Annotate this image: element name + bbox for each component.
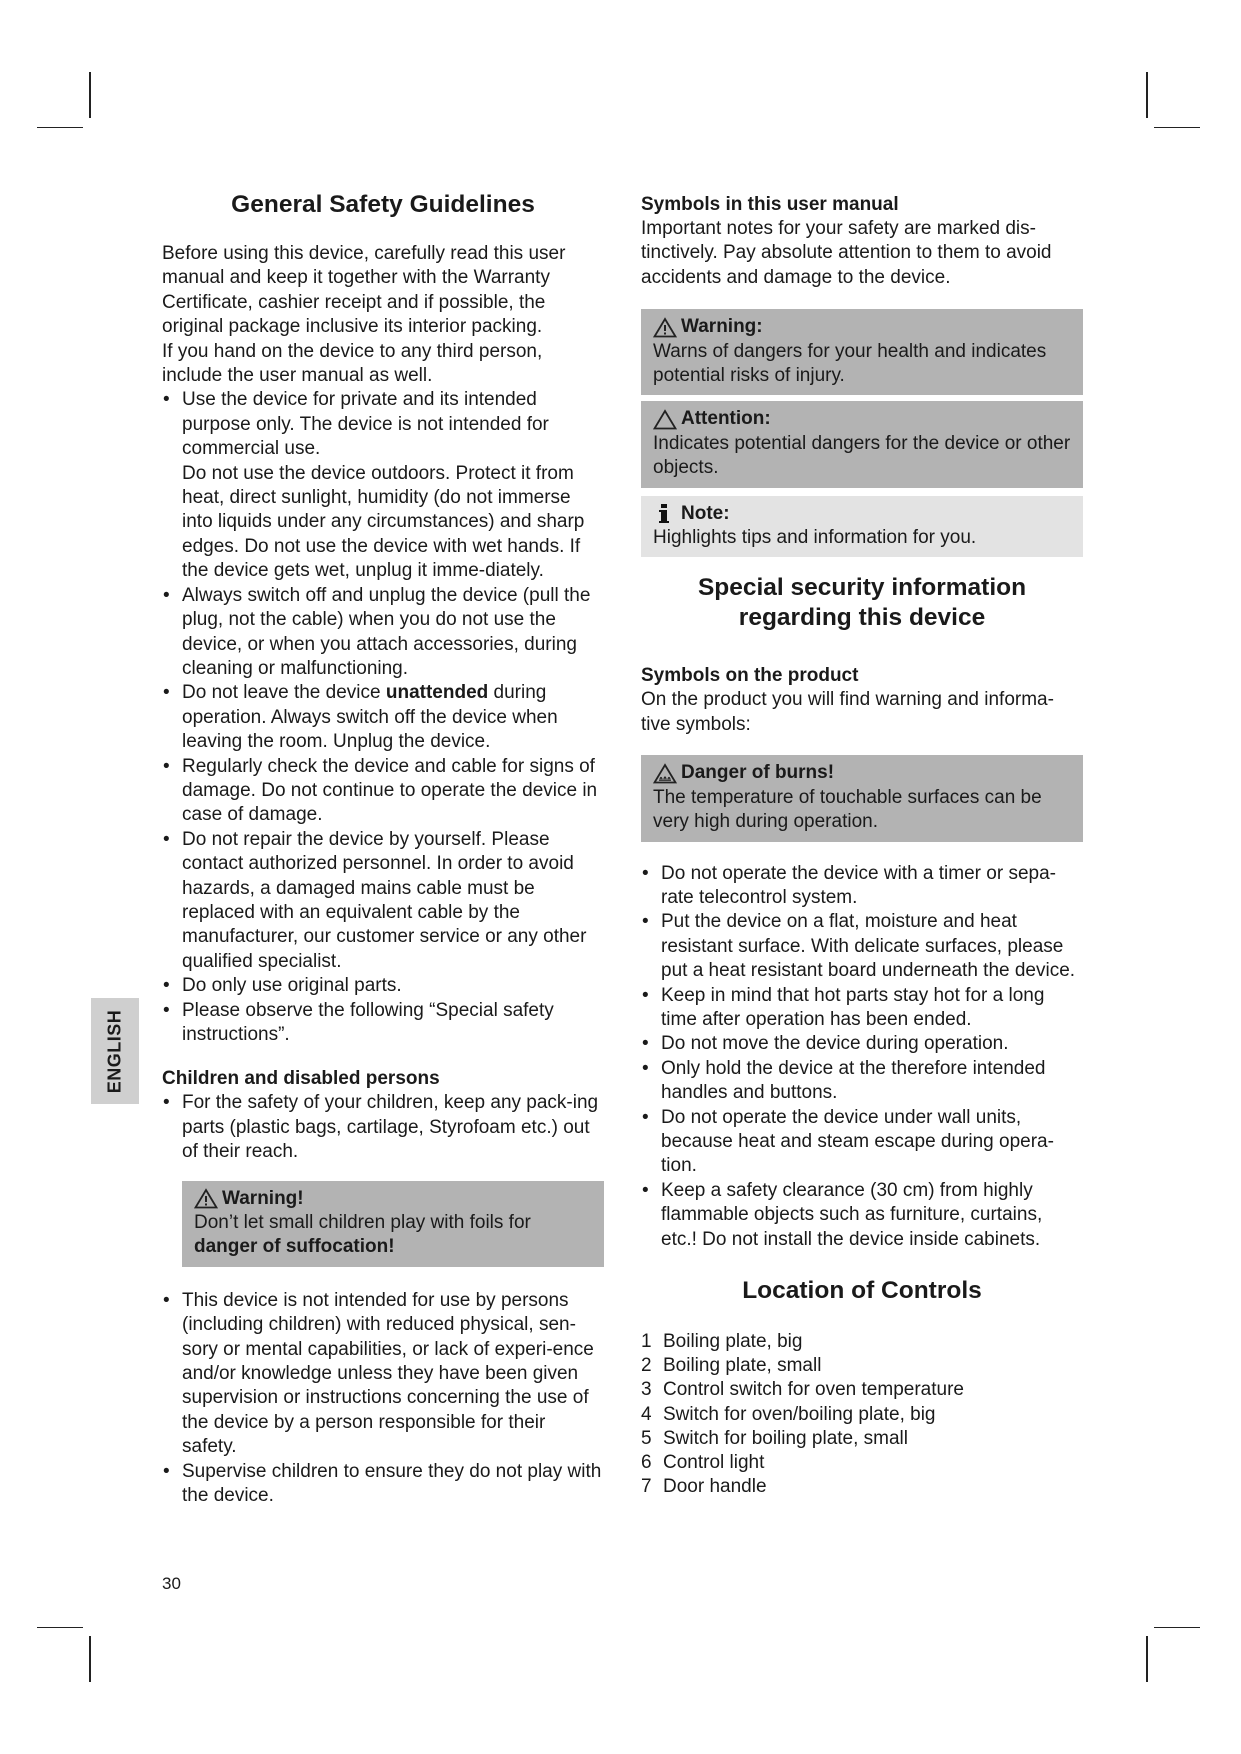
list-item: • Keep in mind that hot parts stay hot for a long time after operation has been ended. — [641, 984, 1083, 1033]
list-item: • Do not operate the device with a timer or sepa-rate telecontrol system. — [641, 862, 1083, 911]
list-item: • This device is not intended for use by persons (including children) with reduced physical, sen-sory or mental capabilities, or lack of experi-ence and/or knowledge unless they have been given supervision or instructions concerning the use of the device by a person responsible for their safety. — [162, 1289, 604, 1460]
location-of-controls-title: Location of Controls — [742, 1277, 982, 1304]
list-item: • Regularly check the device and cable for signs of damage. Do not continue to operate the device in case of damage. — [162, 755, 604, 828]
control-label: Switch for boiling plate, small — [663, 1427, 908, 1449]
warning-text: Don’t let small children play with foils for — [194, 1212, 531, 1234]
crop-mark — [37, 1627, 83, 1628]
warning-title: Warning! — [222, 1187, 304, 1209]
children-heading: Children and disabled persons — [162, 1068, 440, 1090]
children-bullets-2 — [162, 1289, 604, 1509]
attention-text: Indicates potential dangers for the device or other objects. — [653, 432, 1071, 479]
list-item: • Only hold the device at the therefore intended handles and buttons. — [641, 1057, 1083, 1106]
control-item — [641, 1451, 1083, 1475]
note-text: Highlights tips and information for you. — [653, 527, 977, 549]
control-label: Control switch for oven temperature — [663, 1379, 964, 1401]
list-item: • For the safety of your children, keep any pack-ing parts (plastic bags, cartilage, Styrofoam etc.) out of their reach. — [162, 1091, 604, 1164]
control-label: Control light — [663, 1452, 765, 1474]
crop-mark — [1154, 1627, 1200, 1628]
hot-surface-icon — [653, 763, 677, 784]
left-column — [162, 190, 604, 1509]
warning-text: Warns of dangers for your health and indicates potential risks of injury. — [653, 340, 1047, 387]
crop-mark — [1146, 72, 1148, 118]
list-item: • Supervise children to ensure they do not play with the device. — [162, 1460, 604, 1509]
right-column — [641, 193, 1083, 1499]
control-item — [641, 1378, 1083, 1402]
list-item: • Do not move the device during operation. — [641, 1032, 1083, 1056]
crop-mark — [89, 72, 91, 118]
special-security-title: Special security information regarding this device — [697, 574, 1027, 632]
control-number: 5 — [641, 1427, 652, 1449]
list-item: • Put the device on a flat, moisture and heat resistant surface. With delicate surfaces, please put a heat resistant board underneath the device. — [641, 910, 1083, 983]
control-number: 2 — [641, 1355, 652, 1377]
control-label: Switch for oven/boiling plate, big — [663, 1403, 936, 1425]
crop-mark — [89, 1636, 91, 1682]
control-item — [641, 1427, 1083, 1451]
list-item: • Do not leave the device unattended during operation. Always switch off the device when leaving the room. Unplug the device. — [162, 681, 604, 754]
control-label: Boiling plate, big — [663, 1331, 803, 1352]
list-item: • Do not repair the device by yourself. Please contact authorized personnel. In order to avoid hazards, a damaged mains cable must be replaced with an equivalent cable by the manufacturer, our customer service or any other qualified specialist. — [162, 828, 604, 974]
warning-triangle-icon — [653, 317, 677, 338]
note-title: Note: — [681, 502, 730, 524]
warning-bold-text: danger of suffocation! — [194, 1236, 395, 1258]
safety-bullets — [162, 388, 604, 1047]
danger-burns-box — [641, 755, 1083, 841]
control-number: 3 — [641, 1379, 652, 1401]
crop-mark — [1154, 127, 1200, 128]
page-number: 30 — [162, 1574, 181, 1593]
general-safety-title: General Safety Guidelines — [231, 191, 535, 218]
control-label: Boiling plate, small — [663, 1355, 822, 1377]
warning-title: Warning: — [681, 316, 763, 338]
product-symbols-text: On the product you will find warning and informa-tive symbols: — [641, 689, 1054, 735]
attention-triangle-icon — [653, 409, 677, 430]
control-item — [641, 1354, 1083, 1378]
control-label: Door handle — [663, 1476, 767, 1498]
control-number: 1 — [641, 1331, 652, 1352]
controls-list — [641, 1330, 1083, 1499]
children-bullets — [162, 1091, 604, 1164]
product-safety-bullets — [641, 862, 1083, 1253]
list-item: • Use the device for private and its intended purpose only. The device is not intended for commercial use. Do not use the device outdoors. Protect it from heat, direct sunlight, humidity (do not immerse into liquids under any circumstances) and sharp edges. Do not use the device with wet hands. If the device gets wet, unplug it imme-diately. — [162, 388, 604, 583]
crop-mark — [1146, 1636, 1148, 1682]
list-item: • Please observe the following “Special safety instructions”. — [162, 999, 604, 1048]
note-box — [641, 496, 1083, 558]
list-item: • Always switch off and unplug the device (pull the plug, not the cable) when you do not use the device, or when you attach accessories, during cleaning or malfunctioning. — [162, 584, 604, 682]
language-tab: ENGLISH — [91, 998, 139, 1104]
intro-paragraph-2: If you hand on the device to any third person, include the user manual as well. — [162, 340, 543, 387]
list-item: • Do only use original parts. — [162, 974, 604, 998]
danger-burns-text: The temperature of touchable surfaces can be very high during operation. — [653, 786, 1042, 833]
list-item: • Do not operate the device under wall units, because heat and steam escape during opera-tion. — [641, 1106, 1083, 1179]
intro-paragraph: Before using this device, carefully read this user manual and keep it together with the Warranty Certificate, cashier receipt and if possible, the original package inclusive its interior packing. — [162, 243, 566, 338]
list-item: • Keep a safety clearance (30 cm) from highly flammable objects such as furniture, curtains, etc.! Do not install the device inside cabinets. — [641, 1179, 1083, 1252]
warning-suffocation-box — [182, 1181, 604, 1267]
symbols-text: Important notes for your safety are marked dis-tinctively. Pay absolute attention to them to avoid accidents and damage to the device. — [641, 218, 1052, 288]
control-item — [641, 1403, 1083, 1427]
product-symbols-heading: Symbols on the product — [641, 665, 859, 687]
attention-box — [641, 401, 1083, 487]
attention-title: Attention: — [681, 408, 771, 430]
control-number: 7 — [641, 1476, 652, 1498]
control-item — [641, 1475, 1083, 1499]
control-number: 6 — [641, 1452, 652, 1474]
control-item — [641, 1330, 1083, 1354]
control-number: 4 — [641, 1403, 652, 1425]
warning-triangle-icon — [194, 1188, 218, 1209]
warning-box — [641, 309, 1083, 395]
crop-mark — [37, 127, 83, 128]
symbols-heading: Symbols in this user manual — [641, 194, 899, 215]
info-icon — [653, 503, 677, 524]
danger-burns-title: Danger of burns! — [681, 762, 835, 784]
